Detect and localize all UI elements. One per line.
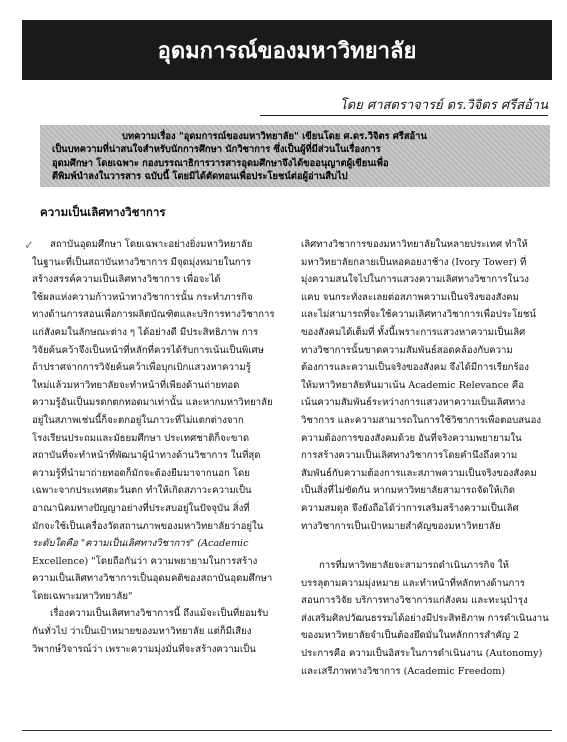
author-byline: โดย ศาสตราจารย์ ดร.วิจิตร ศรีสอ้าน (339, 98, 548, 113)
intro-line: ตีพิมพ์นำลงในวารสาร ฉบับนี้ โดยมิได้ตัดทอนเพื่อประโยชน์ต่อผู้อ่านสืบไป (52, 170, 348, 182)
text-line: ใช้ผลแห่งความก้าวหน้าทางวิชาการนั้น กระทำภารกิจ (32, 291, 253, 303)
text-line: Excellence) "โดยถือกันว่า ความพยายามในการสร้าง (32, 555, 258, 567)
text-line: ระดับใดคือ "ความเป็นเลิศทางวิชาการ" (Academic (32, 538, 249, 550)
text-line: สถาบันอุดมศึกษา โดยเฉพาะอย่างยิ่งมหาวิทยาลัย (50, 239, 253, 250)
text-line: บรรลุตามความมุ่งหมาย และทำหน้าที่หลักทางด้านการ (301, 577, 525, 589)
text-line: ในฐานะที่เป็นสถาบันทางวิชาการ มีจุดมุ่งหมายในการ (32, 256, 252, 268)
text-line: ใหม่แล้วมหาวิทยาลัยจะทำหน้าที่เพียงด้านถ่ายทอด (32, 379, 240, 391)
text-line: มักจะใช้เป็นเครื่องวัดสถานภาพของมหาวิทยาลัยว่าอยู่ใน (32, 520, 264, 532)
text-line: และเสรีภาพทางวิชาการ (Academic Freedom) (301, 665, 506, 677)
text-line: ของสังคมได้เต็มที่ ทั้งนี้เพราะการแสวงหาความเป็นเลิศ (301, 326, 526, 338)
text-line: ทางวิชาการนั้นขาดความสัมพันธ์สอดคล้องกับความ (301, 344, 513, 356)
text-line: เป็นสิ่งที่ไม่ขัดกัน หากมหาวิทยาลัยสามารถจัดให้เกิด (301, 485, 516, 497)
text-line: อาณานิคมทางปัญญาอย่างที่ประสบอยู่ในปัจจุบัน สิ่งที่ (32, 502, 250, 514)
text-line: ต้องการและความเป็นจริงของสังคม จึงได้มีการเรียกร้อง (301, 362, 529, 374)
text-line: มุ่งความสนใจไปในการแสวงความเลิศทางวิชาการในวง (301, 274, 529, 286)
text-line: สร้างสรรค์ความเป็นเลิศทางวิชาการ เพื่อจะได้ (32, 274, 221, 286)
page-title: อุดมการณ์ของมหาวิทยาลัย (157, 38, 417, 64)
intro-box (40, 125, 550, 187)
text-line: ความรู้อันเป็นมรดกตกทอดมาเท่านั้น และหากมหาวิทยาลัย (32, 397, 273, 409)
right-column (301, 236, 549, 680)
text-line: เรื่องความเป็นเลิศทางวิชาการนี้ ถึงแม้จะเป็นที่ยอมรับ (50, 608, 269, 620)
bottom-divider (22, 730, 552, 731)
text-line: ทางวิชาการเป็นเป้าหมายสำคัญของมหาวิทยาลัย (301, 520, 501, 532)
text-line: ความเป็นเลิศทางวิชาการเป็นอุดมคติของสถาบันอุดมศึกษา (32, 573, 273, 585)
text-line: แคบ จนกระทั่งละเลยต่อสภาพความเป็นจริงของสังคม (301, 291, 519, 303)
text-line: อยู่ในสภาพเช่นนี้ก็จะตกอยู่ในภาวะที่ไม่แตกต่างจาก (32, 414, 244, 426)
text-line: การที่มหาวิทยาลัยจะสามารถดำเนินภารกิจ ให้ (319, 560, 509, 572)
text-line: สัมพันธ์กับความต้องการและสภาพความเป็นจริงของสังคม (301, 467, 537, 479)
text-line: วิจัยค้นคว้าจึงเป็นหน้าที่หลักที่ควรได้รับการเน้นเป็นพิเศษ (32, 344, 264, 356)
text-line: ความสมดุล จึงยังถือได้ว่าการเสริมสร้างความเป็นเลิศ (301, 502, 519, 514)
text-line: เลิศทางวิชาการของมหาวิทยาลัยในหลายประเทศ ทำให้ (301, 239, 528, 250)
author-divider (260, 115, 548, 116)
text-line: สถาบันที่จะทำหน้าที่พัฒนาผู้นำทางด้านวิชาการ ในที่สุด (32, 450, 261, 462)
text-line: ของมหาวิทยาลัยจำเป็นต้องยึดมั่นในหลักการสำคัญ 2 (301, 630, 520, 642)
text-line: วิพากษ์วิจารณ์ว่า เพราะความมุ่งมั่นที่จะสร้างความเป็น (32, 643, 256, 655)
text-line: สอนการวิจัย บริการทางวิชาการแก่สังคม และทะนุบำรุง (301, 595, 528, 607)
text-line: ถ้าปราศจากการวิจัยค้นคว้าเพื่อบุกเบิกแสวงหาความรู้ (32, 362, 251, 374)
text-line: ทางด้านการสอนเพื่อการผลิตบัณฑิตและบริการทางวิชาการ (32, 309, 275, 321)
section-heading: ความเป็นเลิศทางวิชาการ (40, 205, 166, 219)
text-line: มหาวิทยาลัยกลายเป็นหอคอยงาช้าง (Ivory Tower) ที่ (301, 256, 527, 268)
text-line: การสร้างความเป็นเลิศทางวิชาการโดยคำนึงถึงความ (301, 450, 518, 462)
text-line: ประการคือ ความเป็นอิสระในการดำเนินงาน (Autonomy) (301, 648, 543, 660)
text-line: เฉพาะจากประเทศตะวันตก ทำให้เกิดสภาวะความเป็น (32, 485, 252, 497)
text-line: วิชาการ และความสามารถในการใช้วิชาการเพื่อตอบสนอง (301, 414, 542, 426)
text-line: แก่สังคมในลักษณะต่าง ๆ ได้อย่างดี มีประสิทธิภาพ การ (32, 326, 259, 338)
title-banner (22, 20, 552, 80)
intro-line: อุดมศึกษา โดยเฉพาะ กองบรรณาธิการวารสารอุดมศึกษาจึงได้ขออนุญาตผู้เขียนเพื่อ (52, 157, 389, 169)
text-line: ความต้องการของสังคมด้วย อันที่จริงความพยายามใน (301, 432, 522, 444)
text-line: เน้นความสัมพันธ์ระหว่างการแสวงหาความเป็นเลิศทาง (301, 397, 526, 409)
text-line: ความรู้ที่นำมาถ่ายทอดก็มักจะต้องยืมมาจากนอก โดย (32, 467, 250, 479)
paragraph-gap (301, 535, 549, 557)
text-line: โดยเฉพาะมหาวิทยาลัย" (32, 590, 133, 602)
text-line: ส่งเสริมศิลปวัฒนธรรมได้อย่างมีประสิทธิภาพ การดำเนินงาน (301, 612, 549, 624)
text-line: กันทั่วไป ว่าเป็นเป้าหมายของมหาวิทยาลัย แต่ก็มีเสียง (32, 626, 252, 638)
text-line: ให้มหาวิทยาลัยหันมาเน้น Academic Relevance คือ (301, 379, 524, 391)
intro-line: เป็นบทความที่น่าสนใจสำหรับนักการศึกษา นักวิชาการ ซึ่งเป็นผู้ที่มีส่วนในเรื่องการ (52, 144, 381, 156)
intro-line: บทความเรื่อง "อุดมการณ์ของมหาวิทยาลัย" เขียนโดย ศ.ดร.วิจิตร ศรีสอ้าน (122, 131, 427, 142)
corner-mark: ✓ (24, 238, 35, 252)
text-line: โรงเรียนประถมและมัธยมศึกษา ประเทศชาติก็จะขาด (32, 432, 250, 444)
left-column (32, 236, 278, 658)
text-line: และไม่สามารถที่จะใช้ความเลิศทางวิชาการเพื่อประโยชน์ (301, 309, 536, 321)
